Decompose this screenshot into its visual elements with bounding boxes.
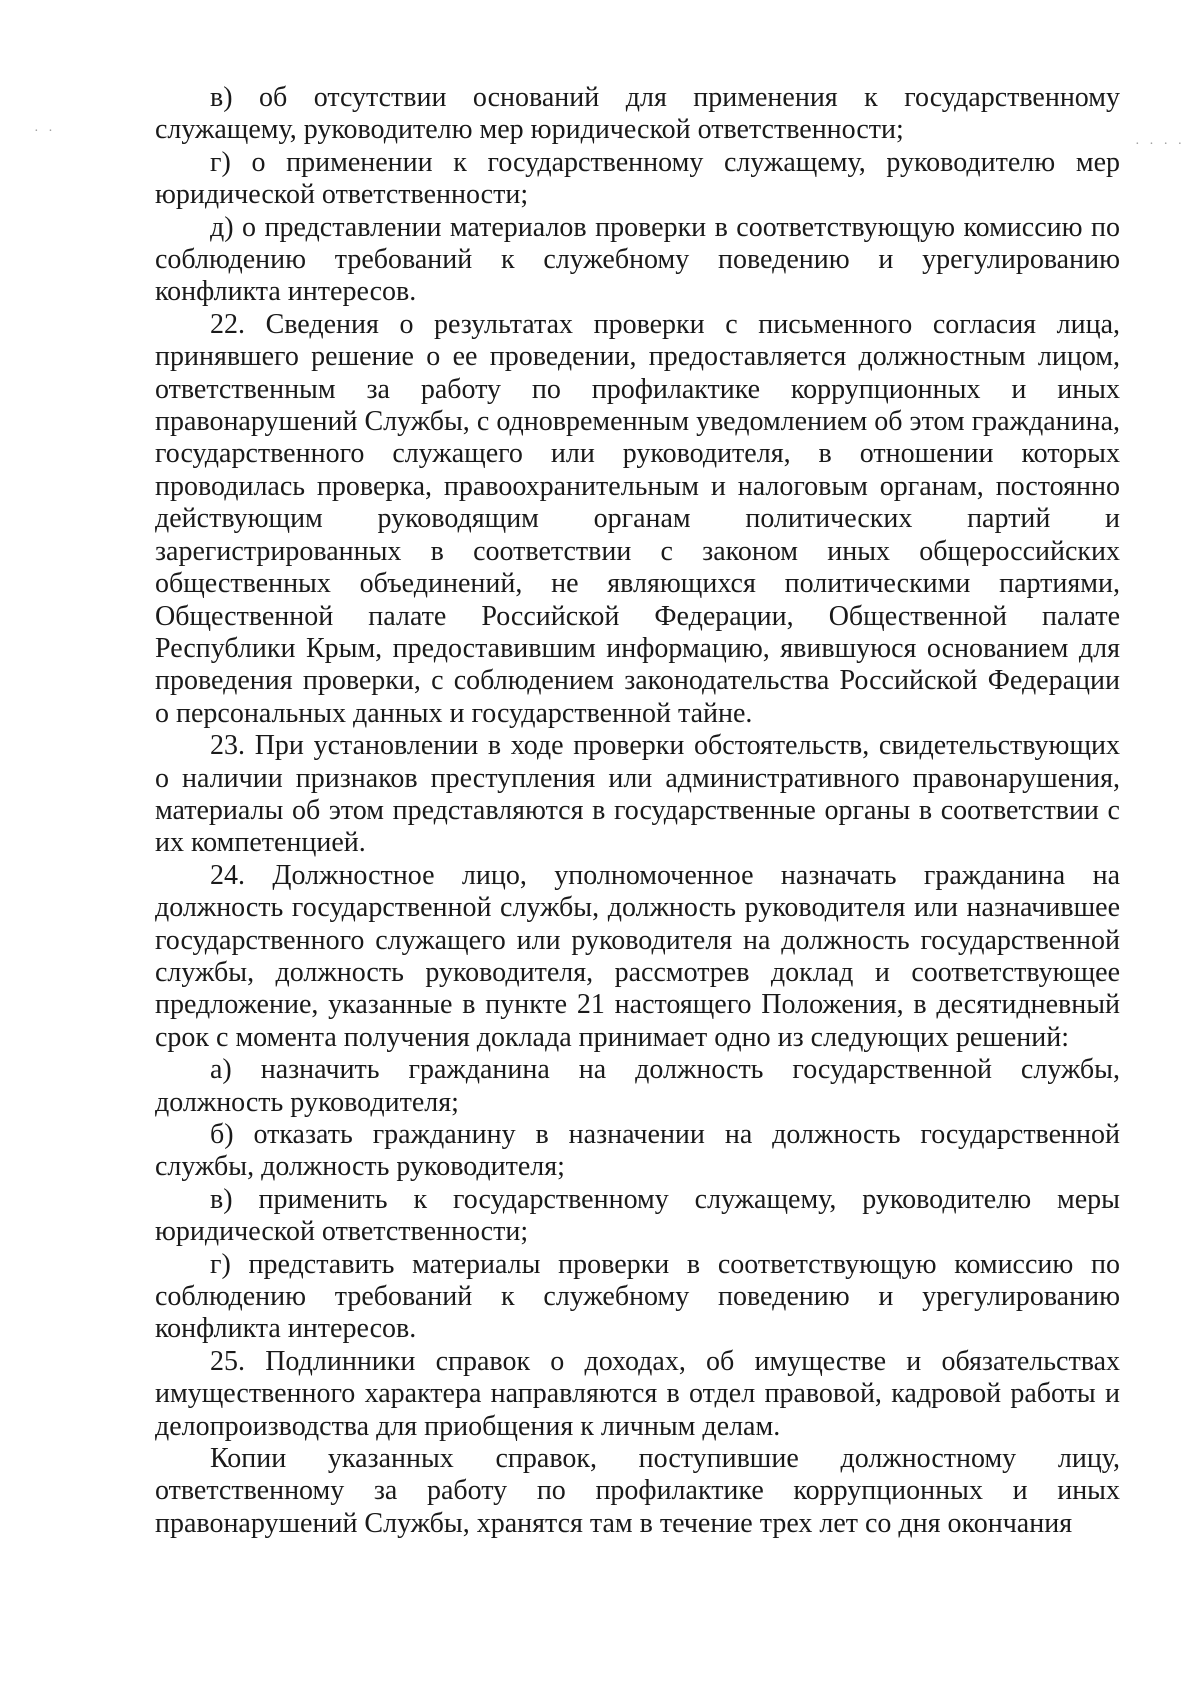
paragraph-g-submit-materials: г) представить материалы проверки в соответствующую комиссию по соблюдению требований к служебному поведению и урегулированию конфликта интересов. <box>155 1248 1120 1345</box>
paragraph-g-apply-liability: г) о применении к государственному служащему, руководителю мер юридической ответственности; <box>155 146 1120 211</box>
paragraph-25-originals: 25. Подлинники справок о доходах, об имуществе и обязательствах имущественного характера направляются в отдел правовой, кадровой работы и делопроизводства для приобщения к личным делам. <box>155 1345 1120 1442</box>
paragraph-24-official-decision: 24. Должностное лицо, уполномоченное назначать гражданина на должность государственной службы, должность руководителя или назначившее государственного служащего или руководителя на должность государственной службы, должность руководителя, рассмотрев доклад и соответствующее предложение, указанные в пункте 21 настоящего Положения, в десятидневный срок с момента получения доклада принимает одно из следующих решений: <box>155 859 1120 1053</box>
paragraph-v-apply-measures: в) применить к государственному служащему, руководителю меры юридической ответственности; <box>155 1183 1120 1248</box>
paragraph-22-results-info: 22. Сведения о результатах проверки с письменного согласия лица, принявшего решение о ее проведении, предоставляется должностным лицом, ответственным за работу по профилактике коррупционных и иных правонарушений Службы, с одновременным уведомлением об этом гражданина, государственного служащего или руководителя, в отношении которых проводилась проверка, правоохранительным и налоговым органам, постоянно действующим руководящим органам политических партий и зарегистрированных в соответствии с законом иных общероссийских общественных объединений, не являющихся политическими партиями, Общественной палате Российской Федерации, Общественной палате Республики Крым, предоставившим информацию, явившуюся основанием для проведения проверки, с соблюдением законодательства Российской Федерации о персональных данных и государственной тайне. <box>155 308 1120 729</box>
document-body <box>155 82 1120 1540</box>
paragraph-v-no-grounds: в) об отсутствии оснований для применения к государственному служащему, руководителю мер юридической ответственности; <box>155 82 1120 146</box>
paragraph-b-refuse: б) отказать гражданину в назначении на должность государственной службы, должность руководителя; <box>155 1119 1120 1183</box>
paragraph-copies-storage: Копии указанных справок, поступившие должностному лицу, ответственному за работу по профилактике коррупционных и иных правонарушений Службы, хранятся там в течение трех лет со дня окончания <box>155 1443 1120 1539</box>
paragraph-d-submit-to-commission: д) о представлении материалов проверки в соответствующую комиссию по соблюдению требований к служебному поведению и урегулированию конфликта интересов. <box>155 211 1120 308</box>
scan-speck: · · · · <box>1135 137 1186 152</box>
paragraph-23-crime-signs: 23. При установлении в ходе проверки обстоятельств, свидетельствующих о наличии признаков преступления или административного правонарушения, материалы об этом представляются в государственные органы в соответствии с их компетенцией. <box>155 730 1120 859</box>
scan-speck: · · <box>34 124 56 139</box>
paragraph-a-appoint: а) назначить гражданина на должность государственной службы, должность руководителя; <box>155 1054 1120 1118</box>
